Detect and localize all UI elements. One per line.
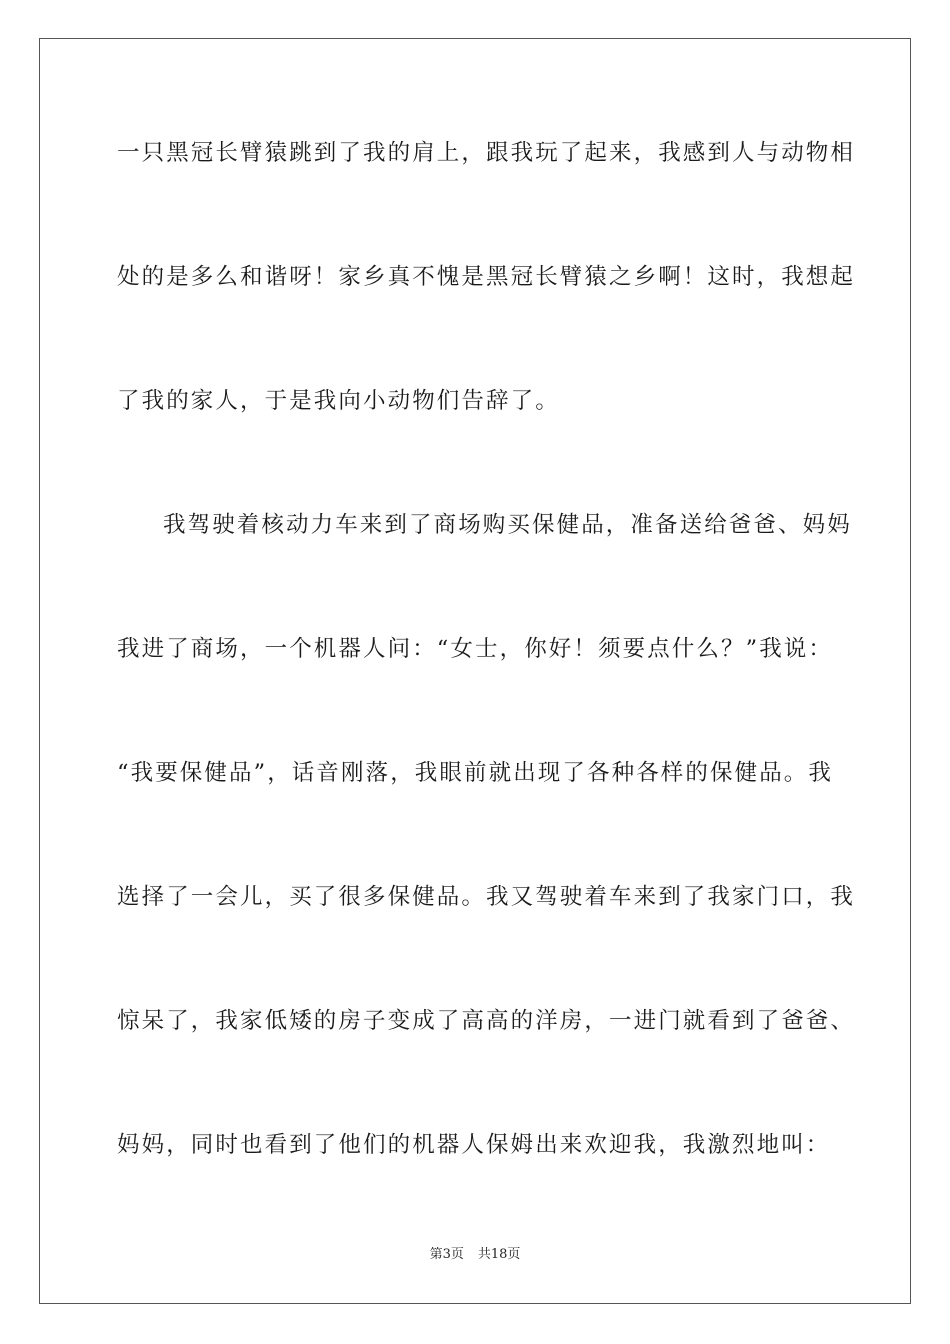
body-text-line-8: 惊呆了，我家低矮的房子变成了高高的洋房，一进门就看到了爸爸、 — [117, 1008, 856, 1034]
body-text-line-9: 妈妈，同时也看到了他们的机器人保姆出来欢迎我，我激烈地叫： — [117, 1132, 831, 1158]
body-text-line-4: 我驾驶着核动力车来到了商场购买保健品，准备送给爸爸、妈妈 — [163, 512, 852, 538]
page-number-current: 第3页 — [429, 1247, 464, 1262]
body-text-line-1: 一只黑冠长臂猿跳到了我的肩上，跟我玩了起来，我感到人与动物相 — [117, 140, 856, 166]
body-text-line-2: 处的是多么和谐呀！家乡真不愧是黑冠长臂猿之乡啊！这时，我想起 — [117, 264, 856, 290]
body-text-line-3: 了我的家人，于是我向小动物们告辞了。 — [117, 388, 560, 414]
page-number-total: 共18页 — [477, 1247, 521, 1262]
page-border — [39, 38, 911, 1304]
body-text-line-5: 我进了商场，一个机器人问：“女士，你好！须要点什么？”我说： — [117, 636, 834, 662]
body-text-line-7: 选择了一会儿，买了很多保健品。我又驾驶着车来到了我家门口，我 — [117, 884, 856, 910]
body-text-line-6: “我要保健品”，话音刚落，我眼前就出现了各种各样的保健品。我 — [117, 760, 834, 786]
page-footer — [0, 1246, 950, 1264]
